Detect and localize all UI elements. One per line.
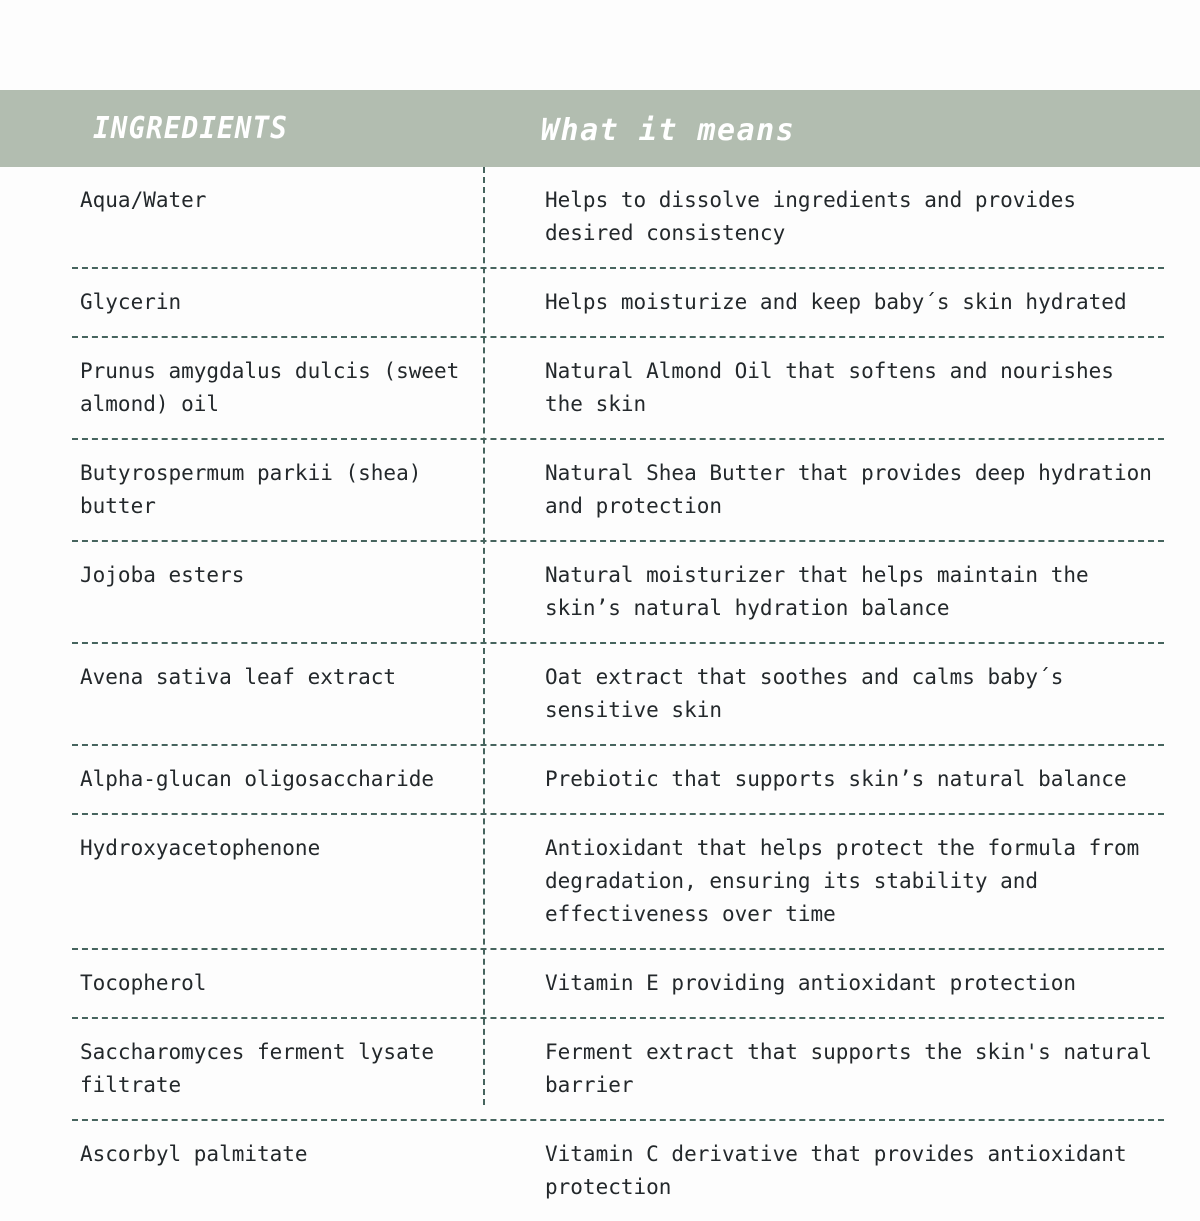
ingredient-meaning: Antioxidant that helps protect the formula from degradation, ensuring its stability and effectiveness over time [545,836,1140,926]
ingredient-meaning: Helps moisturize and keep baby´s skin hydrated [545,290,1127,314]
ingredient-name: Hydroxyacetophenone [80,836,321,860]
ingredient-meaning: Helps to dissolve ingredients and provides desired consistency [545,188,1077,245]
table-row [72,1019,1164,1121]
table-row [72,950,1164,1019]
header-cell-ingredients [93,90,305,167]
ingredients-table [72,167,1164,1221]
ingredient-name: Aqua/Water [80,188,207,212]
table-row [72,644,1164,746]
ingredient-meaning: Vitamin E providing antioxidant protection [545,971,1077,995]
table-row [72,338,1164,440]
ingredient-meaning: Natural moisturizer that helps maintain the skin’s natural hydration balance [545,563,1089,620]
ingredient-name: Glycerin [80,290,182,314]
ingredient-name: Jojoba esters [80,563,245,587]
ingredient-name: Saccharomyces ferment lysate filtrate [80,1040,435,1097]
ingredient-meaning: Ferment extract that supports the skin's natural barrier [545,1040,1152,1097]
table-row [72,440,1164,542]
ingredient-name: Alpha-glucan oligosaccharide [80,767,435,791]
table-header-band [0,90,1200,167]
header-label-meaning: What it means [541,113,796,148]
ingredient-meaning: Oat extract that soothes and calms baby´s sensitive skin [545,665,1064,722]
ingredient-meaning: Natural Shea Butter that provides deep hydration and protection [545,461,1152,518]
ingredient-name: Prunus amygdalus dulcis (sweet almond) oil [80,359,460,416]
table-row [72,815,1164,950]
ingredient-name: Ascorbyl palmitate [80,1142,308,1166]
header-cell-meaning [541,90,795,167]
header-label-ingredients: INGREDIENTS [93,111,288,146]
ingredient-name: Butyrospermum parkii (shea) butter [80,461,422,518]
table-row [72,269,1164,338]
ingredient-meaning: Vitamin C derivative that provides antioxidant protection [545,1142,1127,1199]
ingredient-name: Tocopherol [80,971,207,995]
table-row [72,167,1164,269]
table-row [72,542,1164,644]
table-row [72,746,1164,815]
ingredient-meaning: Natural Almond Oil that softens and nourishes the skin [545,359,1114,416]
ingredient-name: Avena sativa leaf extract [80,665,397,689]
table-row [72,1121,1164,1221]
ingredient-meaning: Prebiotic that supports skin’s natural balance [545,767,1127,791]
